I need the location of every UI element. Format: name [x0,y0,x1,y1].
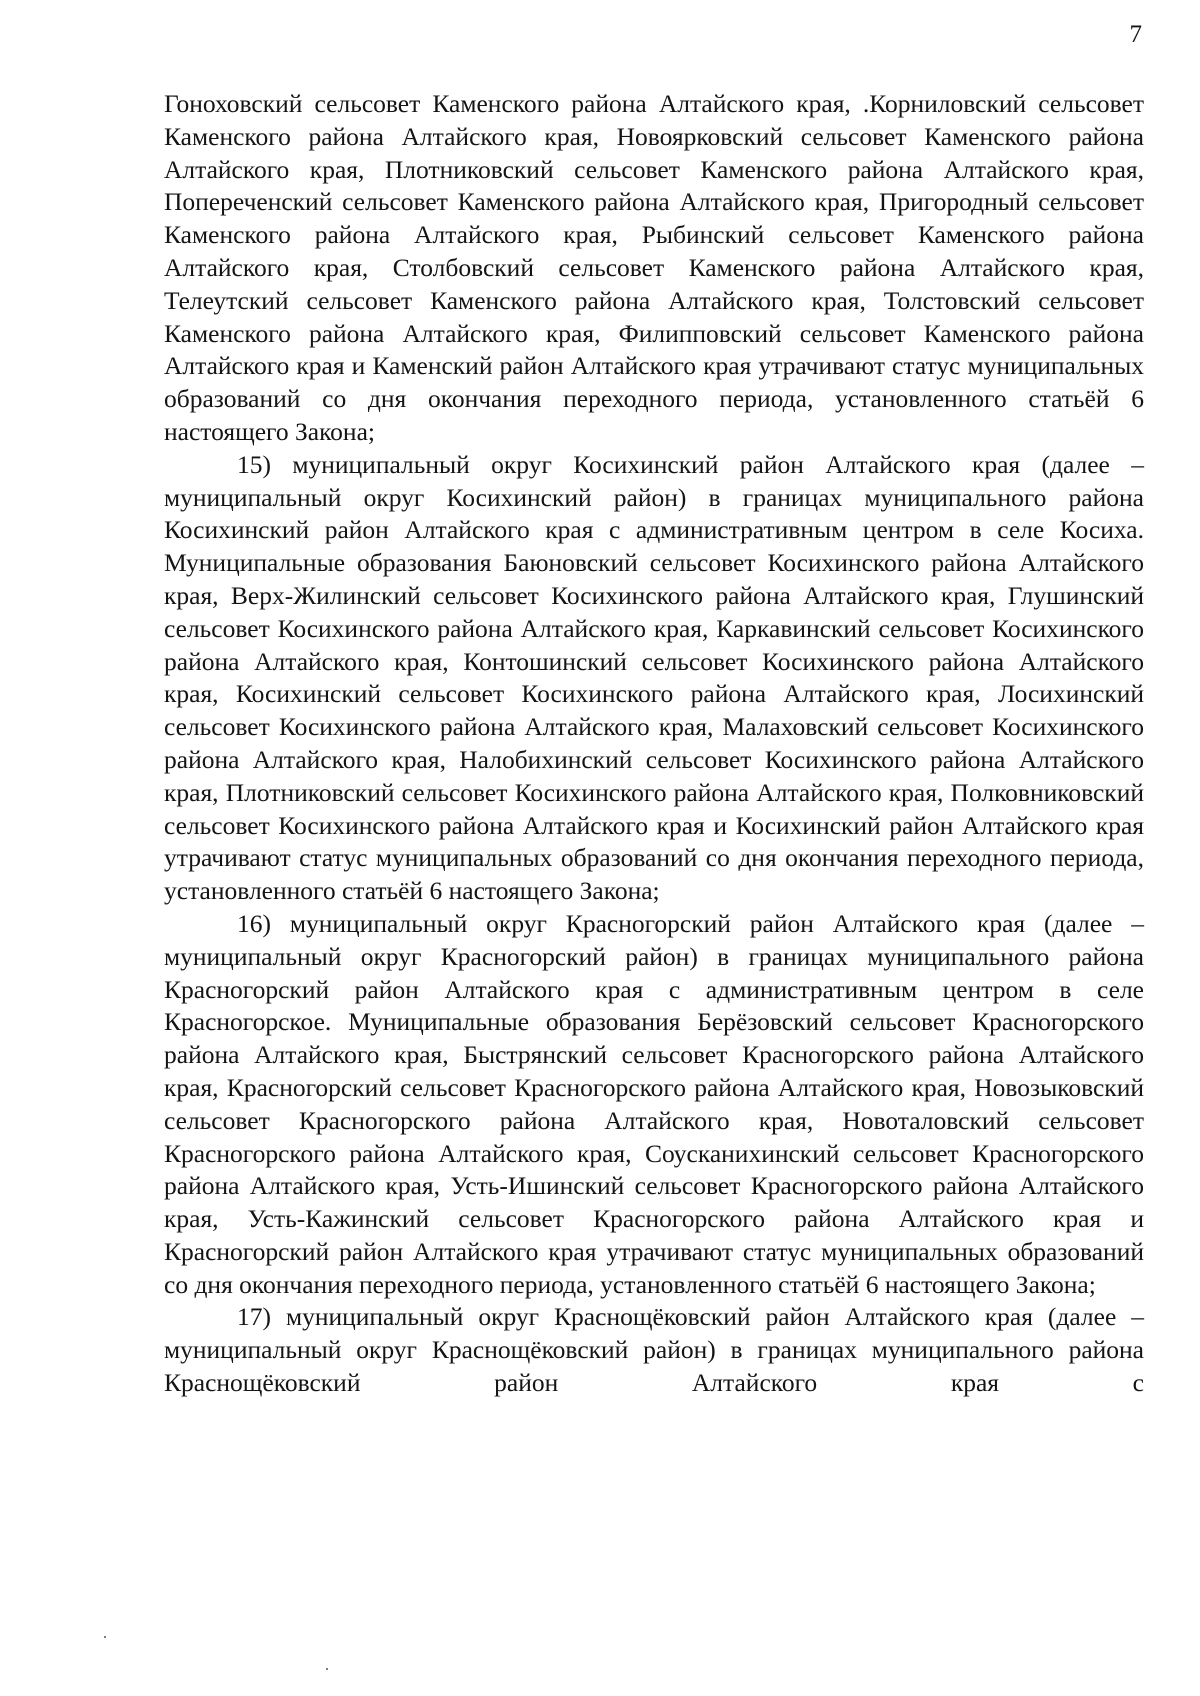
page-number: 7 [1129,21,1142,48]
document-body [164,88,1144,1400]
list-item-17: 17) муниципальный округ Краснощёковский район Алтайского края (далее – муниципальный округ Краснощёковский район) в границах муниципального района Краснощёковский район Алтайского края с [164,1302,1144,1398]
list-item-16: 16) муниципальный округ Красногорский район Алтайского края (далее – муниципальный округ Красногорский район) в границах муниципального района Красногорский район Алтайского края с административным центром в селе Красногорское. Муниципальные образования Берёзовский сельсовет Красногорского района Алтайского края, Быстрянский сельсовет Красногорского района Алтайского края, Красногорский сельсовет Красногорского района Алтайского края, Новозыковский сельсовет Красногорского района Алтайского края, Новоталовский сельсовет Красногорского района Алтайского края, Соусканихинский сельсовет Красногорского района Алтайского края, Усть-Ишинский сельсовет Красногорского района Алтайского края, Усть-Кажинский сельсовет Красногорского района Алтайского края и Красногорский район Алтайского края утрачивают статус муниципальных образований со дня окончания переходного периода, установленного статьёй 6 настоящего Закона; [164,908,1144,1299]
scan-speck [326,1668,328,1670]
paragraph-continuation: Гоноховский сельсовет Каменского района Алтайского края, .Корниловский сельсовет Каменского района Алтайского края, Новоярковский сельсовет Каменского района Алтайского края, Плотниковский сельсовет Каменского района Алтайского края, Попереченский сельсовет Каменского района Алтайского края, Пригородный сельсовет Каменского района Алтайского края, Рыбинский сельсовет Каменского района Алтайского края, Столбовский сельсовет Каменского района Алтайского края, Телеутский сельсовет Каменского района Алтайского края, Толстовский сельсовет Каменского района Алтайского края, Филипповский сельсовет Каменского района Алтайского края и Каменский район Алтайского края утрачивают статус муниципальных образований со дня окончания переходного периода, установленного статьёй 6 настоящего Закона; [164,89,1144,446]
scan-speck [104,1636,106,1638]
list-item-15: 15) муниципальный округ Косихинский район Алтайского края (далее – муниципальный округ Косихинский район) в границах муниципального района Косихинский район Алтайского края с административным центром в селе Косиха. Муниципальные образования Баюновский сельсовет Косихинского района Алтайского края, Верх-Жилинский сельсовет Косихинского района Алтайского края, Глушинский сельсовет Косихинского района Алтайского края, Каркавинский сельсовет Косихинского района Алтайского края, Контошинский сельсовет Косихинского района Алтайского края, Косихинский сельсовет Косихинского района Алтайского края, Лосихинский сельсовет Косихинского района Алтайского края, Малаховский сельсовет Косихинского района Алтайского края, Налобихинский сельсовет Косихинского района Алтайского края, Плотниковский сельсовет Косихинского района Алтайского края, Полковниковский сельсовет Косихинского района Алтайского края и Косихинский район Алтайского края утрачивают статус муниципальных образований со дня окончания переходного периода, установленного статьёй 6 настоящего Закона; [164,449,1144,906]
